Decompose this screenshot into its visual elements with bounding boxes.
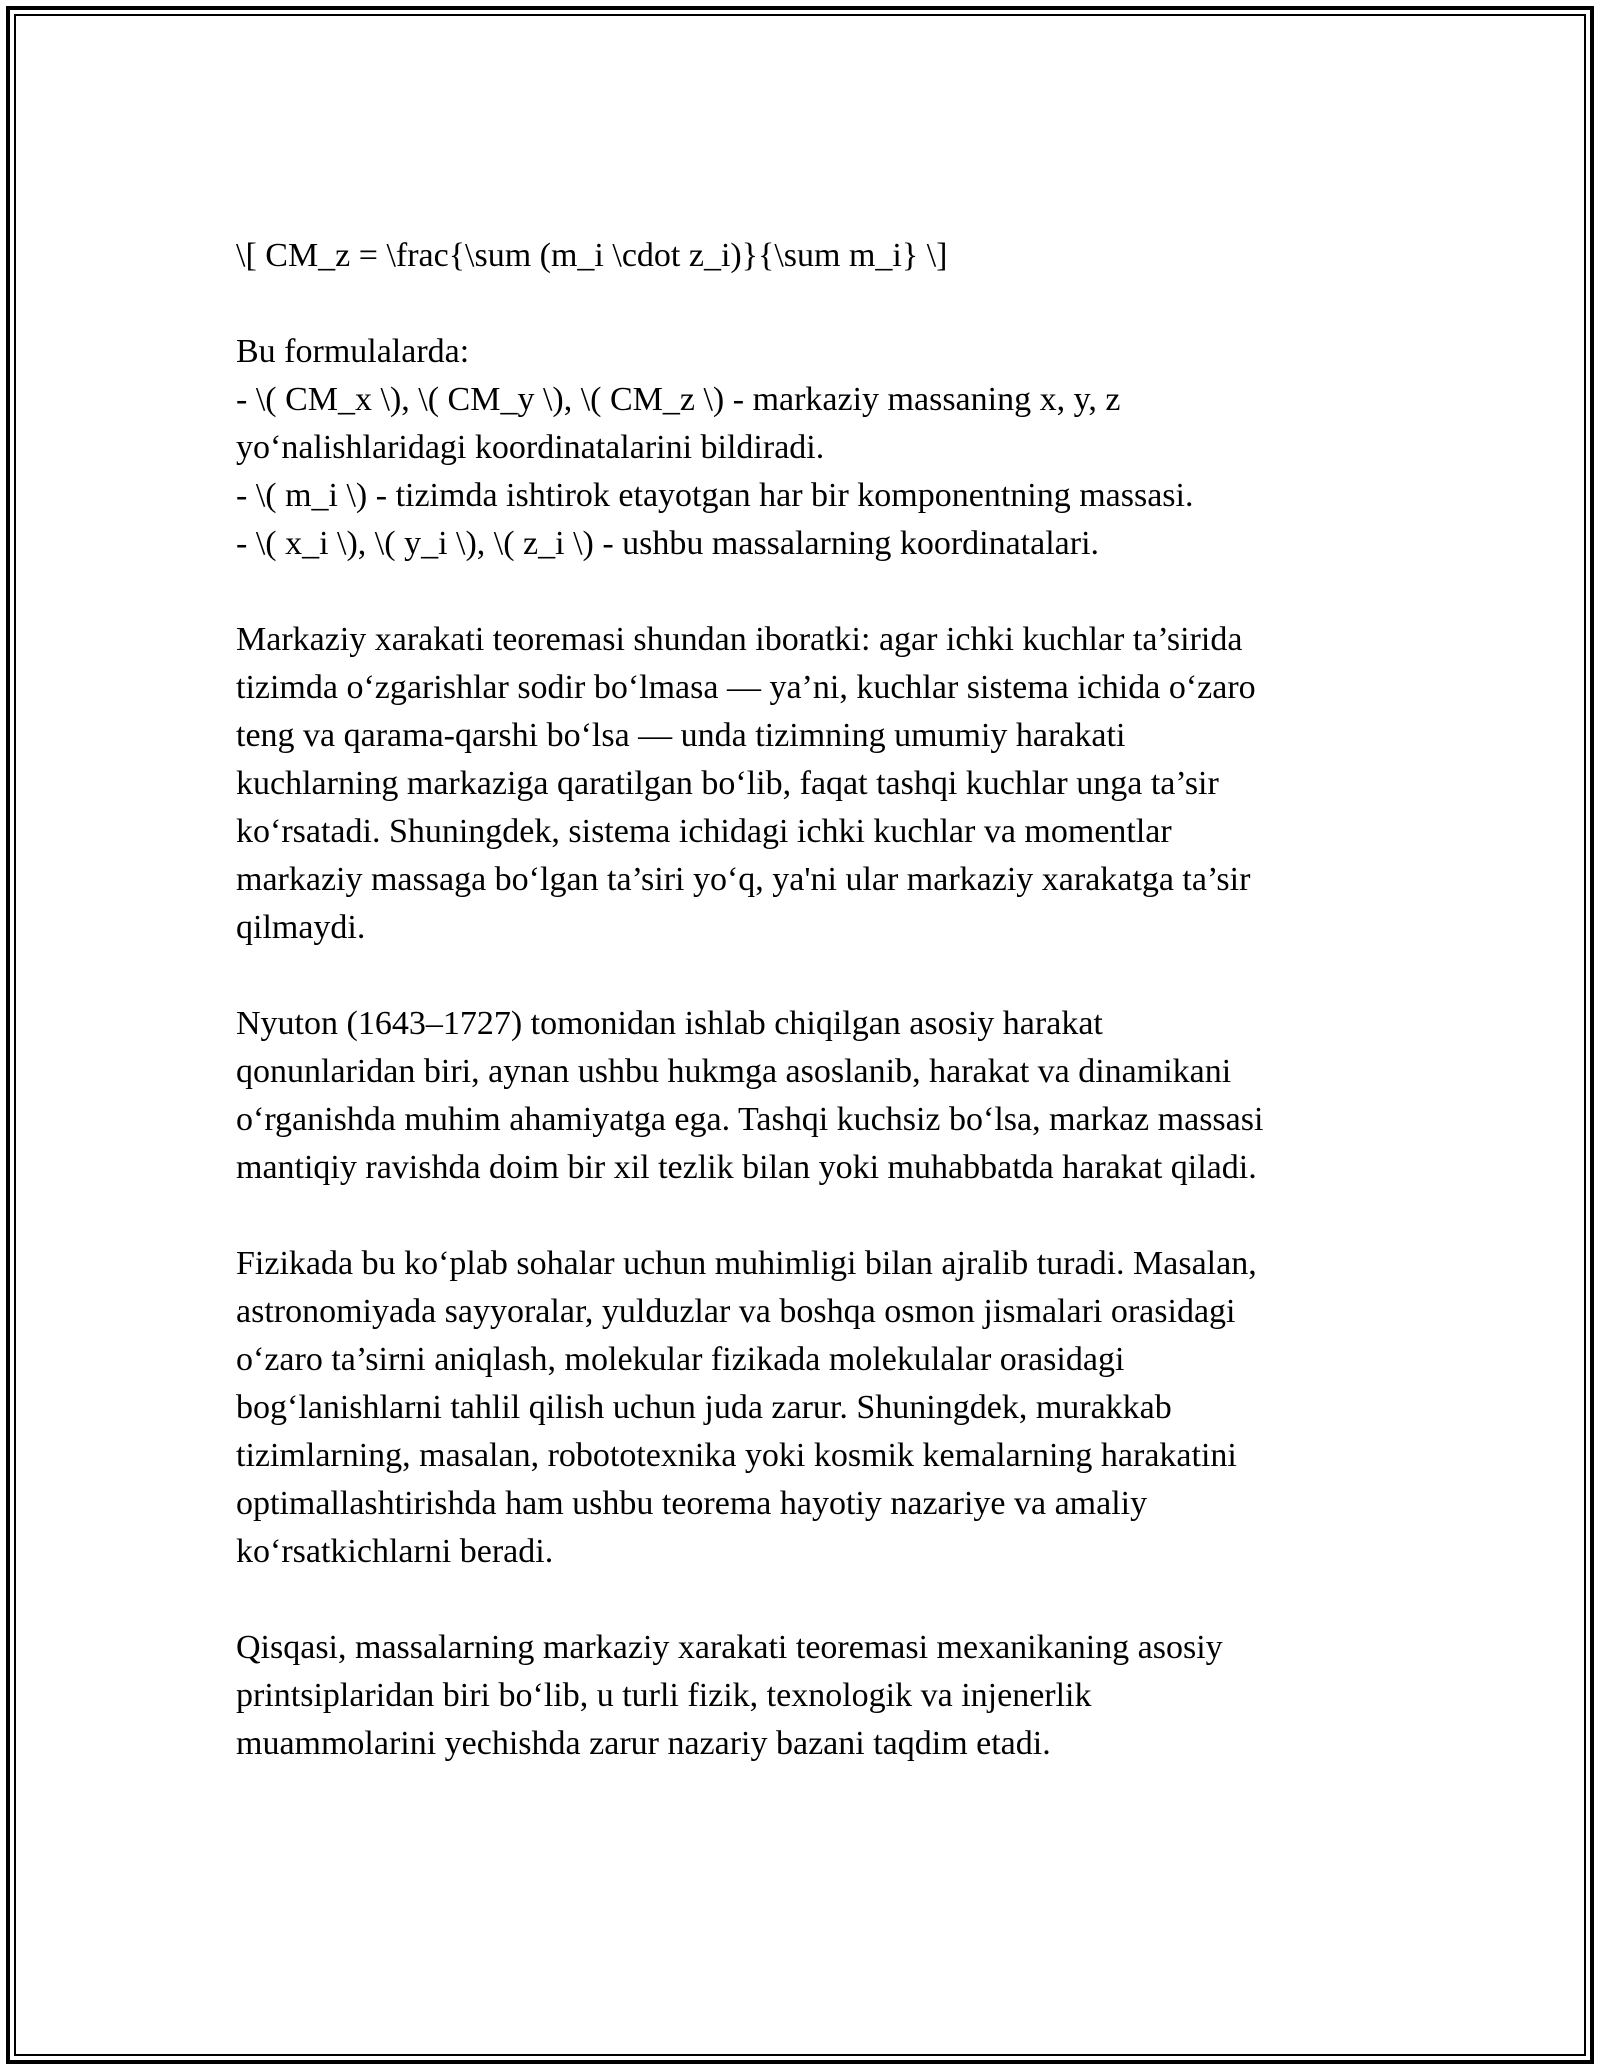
paragraph-applications (236, 1240, 1366, 1576)
paragraph-line: ko‘rsatkichlarni beradi. (236, 1533, 554, 1570)
paragraph-line: printsiplaridan biri bo‘lib, u turli fizik, texnologik va injenerlik (236, 1677, 1092, 1714)
paragraph-line: tizimlarning, masalan, robototexnika yoki kosmik kemalarning harakatini (236, 1437, 1237, 1474)
formula-block (236, 232, 1366, 280)
paragraph-line: tizimda o‘zgarishlar sodir bo‘lmasa — ya’ni, kuchlar sistema ichida o‘zaro (236, 669, 1256, 706)
paragraph-line: qilmaydi. (236, 909, 366, 946)
paragraph-line: astronomiyada sayyoralar, yulduzlar va boshqa osmon jismalari orasidagi (236, 1293, 1236, 1330)
paragraph-newton (236, 1000, 1366, 1192)
paragraph-line: ko‘rsatadi. Shuningdek, sistema ichidagi ichki kuchlar va momentlar (236, 813, 1172, 850)
document-body (236, 232, 1366, 1816)
paragraph-line: muammolarini yechishda zarur nazariy bazani taqdim etadi. (236, 1725, 1051, 1762)
formula-line: \[ CM_z = \frac{\sum (m_i \cdot z_i)}{\sum m_i} \] (236, 237, 948, 274)
paragraph-line: Qisqasi, massalarning markaziy xarakati teoremasi mexanikaning asosiy (236, 1629, 1223, 1666)
definitions-block (236, 328, 1366, 568)
paragraph-line: kuchlarning markaziga qaratilgan bo‘lib, faqat tashqi kuchlar unga ta’sir (236, 765, 1219, 802)
paragraph-line: optimallashtirishda ham ushbu teorema hayotiy nazariye va amaliy (236, 1485, 1148, 1522)
paragraph-line: Fizikada bu ko‘plab sohalar uchun muhimligi bilan ajralib turadi. Masalan, (236, 1245, 1257, 1282)
paragraph-line: teng va qarama-qarshi bo‘lsa — unda tizimning umumiy harakati (236, 717, 1126, 754)
paragraph-theorem (236, 616, 1366, 952)
paragraph-line: mantiqiy ravishda doim bir xil tezlik bilan yoki muhabbatda harakat qiladi. (236, 1149, 1257, 1186)
definition-line: - \( CM_x \), \( CM_y \), \( CM_z \) - markaziy massaning x, y, z (236, 381, 1121, 418)
definition-line: - \( x_i \), \( y_i \), \( z_i \) - ushbu massalarning koordinatalari. (236, 525, 1100, 562)
paragraph-summary (236, 1624, 1366, 1768)
paragraph-line: o‘rganishda muhim ahamiyatga ega. Tashqi kuchsiz bo‘lsa, markaz massasi (236, 1101, 1264, 1138)
paragraph-line: o‘zaro ta’sirni aniqlash, molekular fizikada molekulalar orasidagi (236, 1341, 1125, 1378)
paragraph-line: bog‘lanishlarni tahlil qilish uchun juda zarur. Shuningdek, murakkab (236, 1389, 1172, 1426)
paragraph-line: markaziy massaga bo‘lgan ta’siri yo‘q, ya'ni ular markaziy xarakatga ta’sir (236, 861, 1251, 898)
definition-line: yo‘nalishlaridagi koordinatalarini bildiradi. (236, 429, 825, 466)
paragraph-line: qonunlaridan biri, aynan ushbu hukmga asoslanib, harakat va dinamikani (236, 1053, 1232, 1090)
paragraph-line: Markaziy xarakati teoremasi shundan iboratki: agar ichki kuchlar ta’sirida (236, 621, 1243, 658)
definitions-heading: Bu formulalarda: (236, 333, 470, 370)
paragraph-line: Nyuton (1643–1727) tomonidan ishlab chiqilgan asosiy harakat (236, 1005, 1103, 1042)
definition-line: - \( m_i \) - tizimda ishtirok etayotgan har bir komponentning massasi. (236, 477, 1194, 514)
